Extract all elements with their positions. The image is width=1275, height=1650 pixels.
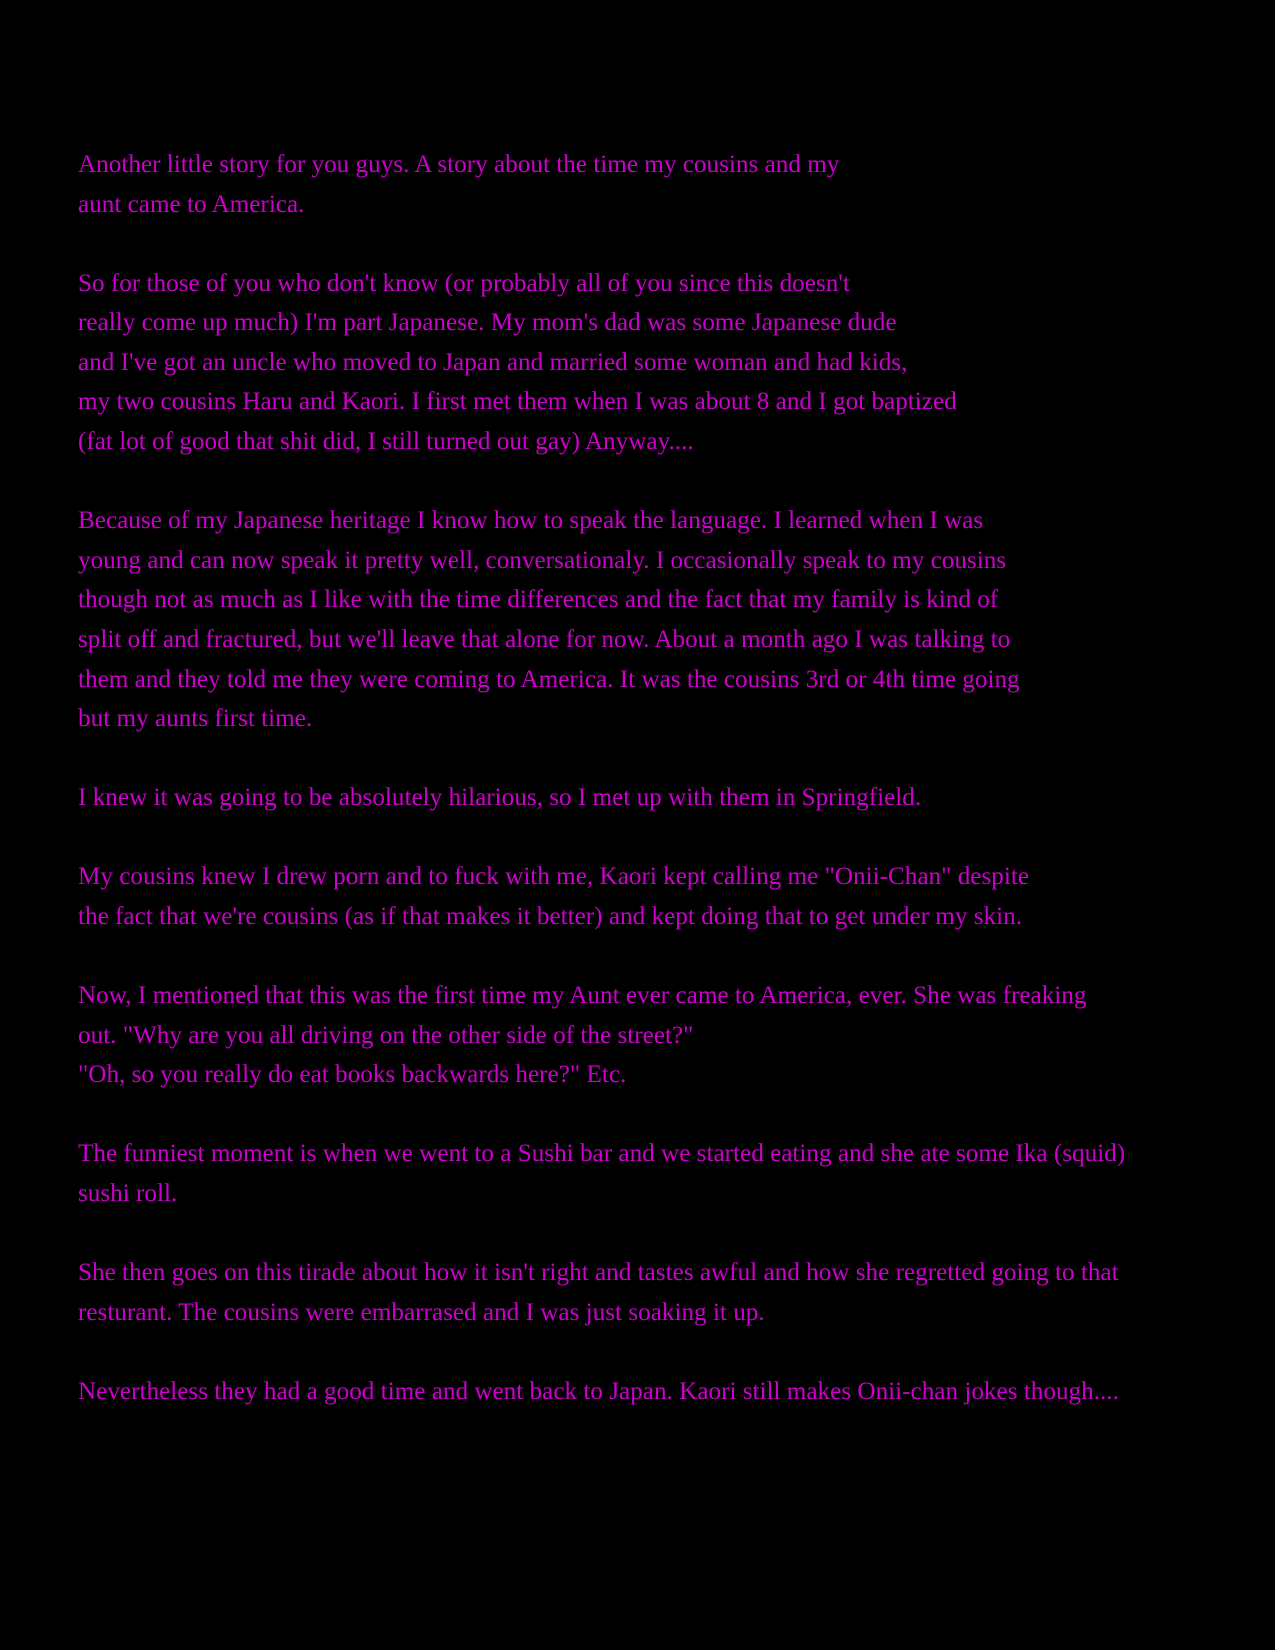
text-line: The funniest moment is when we went to a Sushi bar and we started eating and she ate some Ika (squid)	[78, 1140, 1126, 1168]
text-line: So for those of you who don't know (or probably all of you since this doesn't	[78, 269, 850, 297]
text-line: My cousins knew I drew porn and to fuck with me, Kaori kept calling me "Onii-Chan" despite	[78, 863, 1030, 891]
story-text	[78, 145, 1273, 1451]
paragraph-sushi	[78, 1134, 1273, 1213]
text-line: aunt came to America.	[78, 190, 305, 218]
text-line: split off and fractured, but we'll leave that alone for now. About a month ago I was talking to	[78, 625, 1011, 653]
paragraph-tirade	[78, 1253, 1273, 1332]
paragraph-onii-chan	[78, 857, 1273, 936]
paragraph-ending	[78, 1372, 1273, 1412]
text-line: young and can now speak it pretty well, conversationaly. I occasionally speak to my cousins	[78, 546, 1007, 574]
text-line: and I've got an uncle who moved to Japan and married some woman and had kids,	[78, 348, 908, 376]
text-line: them and they told me they were coming to America. It was the cousins 3rd or 4th time going	[78, 665, 1020, 693]
text-line: but my aunts first time.	[78, 705, 313, 733]
text-line: "Oh, so you really do eat books backwards here?" Etc.	[78, 1061, 627, 1089]
text-line: though not as much as I like with the time differences and the fact that my family is kind of	[78, 586, 999, 614]
text-line: Because of my Japanese heritage I know how to speak the language. I learned when I was	[78, 507, 984, 535]
paragraph-language	[78, 501, 1273, 739]
text-line: out. "Why are you all driving on the other side of the street?"	[78, 1021, 694, 1049]
paragraph-aunt	[78, 976, 1273, 1095]
text-line: sushi roll.	[78, 1179, 178, 1207]
text-line: my two cousins Haru and Kaori. I first met them when I was about 8 and I got baptized	[78, 388, 957, 416]
paragraph-springfield	[78, 778, 1273, 818]
text-line: Nevertheless they had a good time and went back to Japan. Kaori still makes Onii-chan jokes though....	[78, 1377, 1119, 1405]
paragraph-heritage	[78, 264, 1273, 462]
text-line: She then goes on this tirade about how it isn't right and tastes awful and how she regretted going to that	[78, 1258, 1119, 1286]
text-line: Another little story for you guys. A story about the time my cousins and my	[78, 151, 840, 178]
text-line: the fact that we're cousins (as if that makes it better) and kept doing that to get under my skin.	[78, 902, 1023, 930]
text-line: resturant. The cousins were embarrased and I was just soaking it up.	[78, 1298, 765, 1326]
text-line: (fat lot of good that shit did, I still turned out gay) Anyway....	[78, 428, 694, 456]
text-line: I knew it was going to be absolutely hilarious, so I met up with them in Springfield.	[78, 784, 922, 812]
text-line: really come up much) I'm part Japanese. My mom's dad was some Japanese dude	[78, 309, 897, 337]
paragraph-intro	[78, 145, 1273, 224]
text-line: Now, I mentioned that this was the first time my Aunt ever came to America, ever. She was freaking	[78, 982, 1087, 1009]
